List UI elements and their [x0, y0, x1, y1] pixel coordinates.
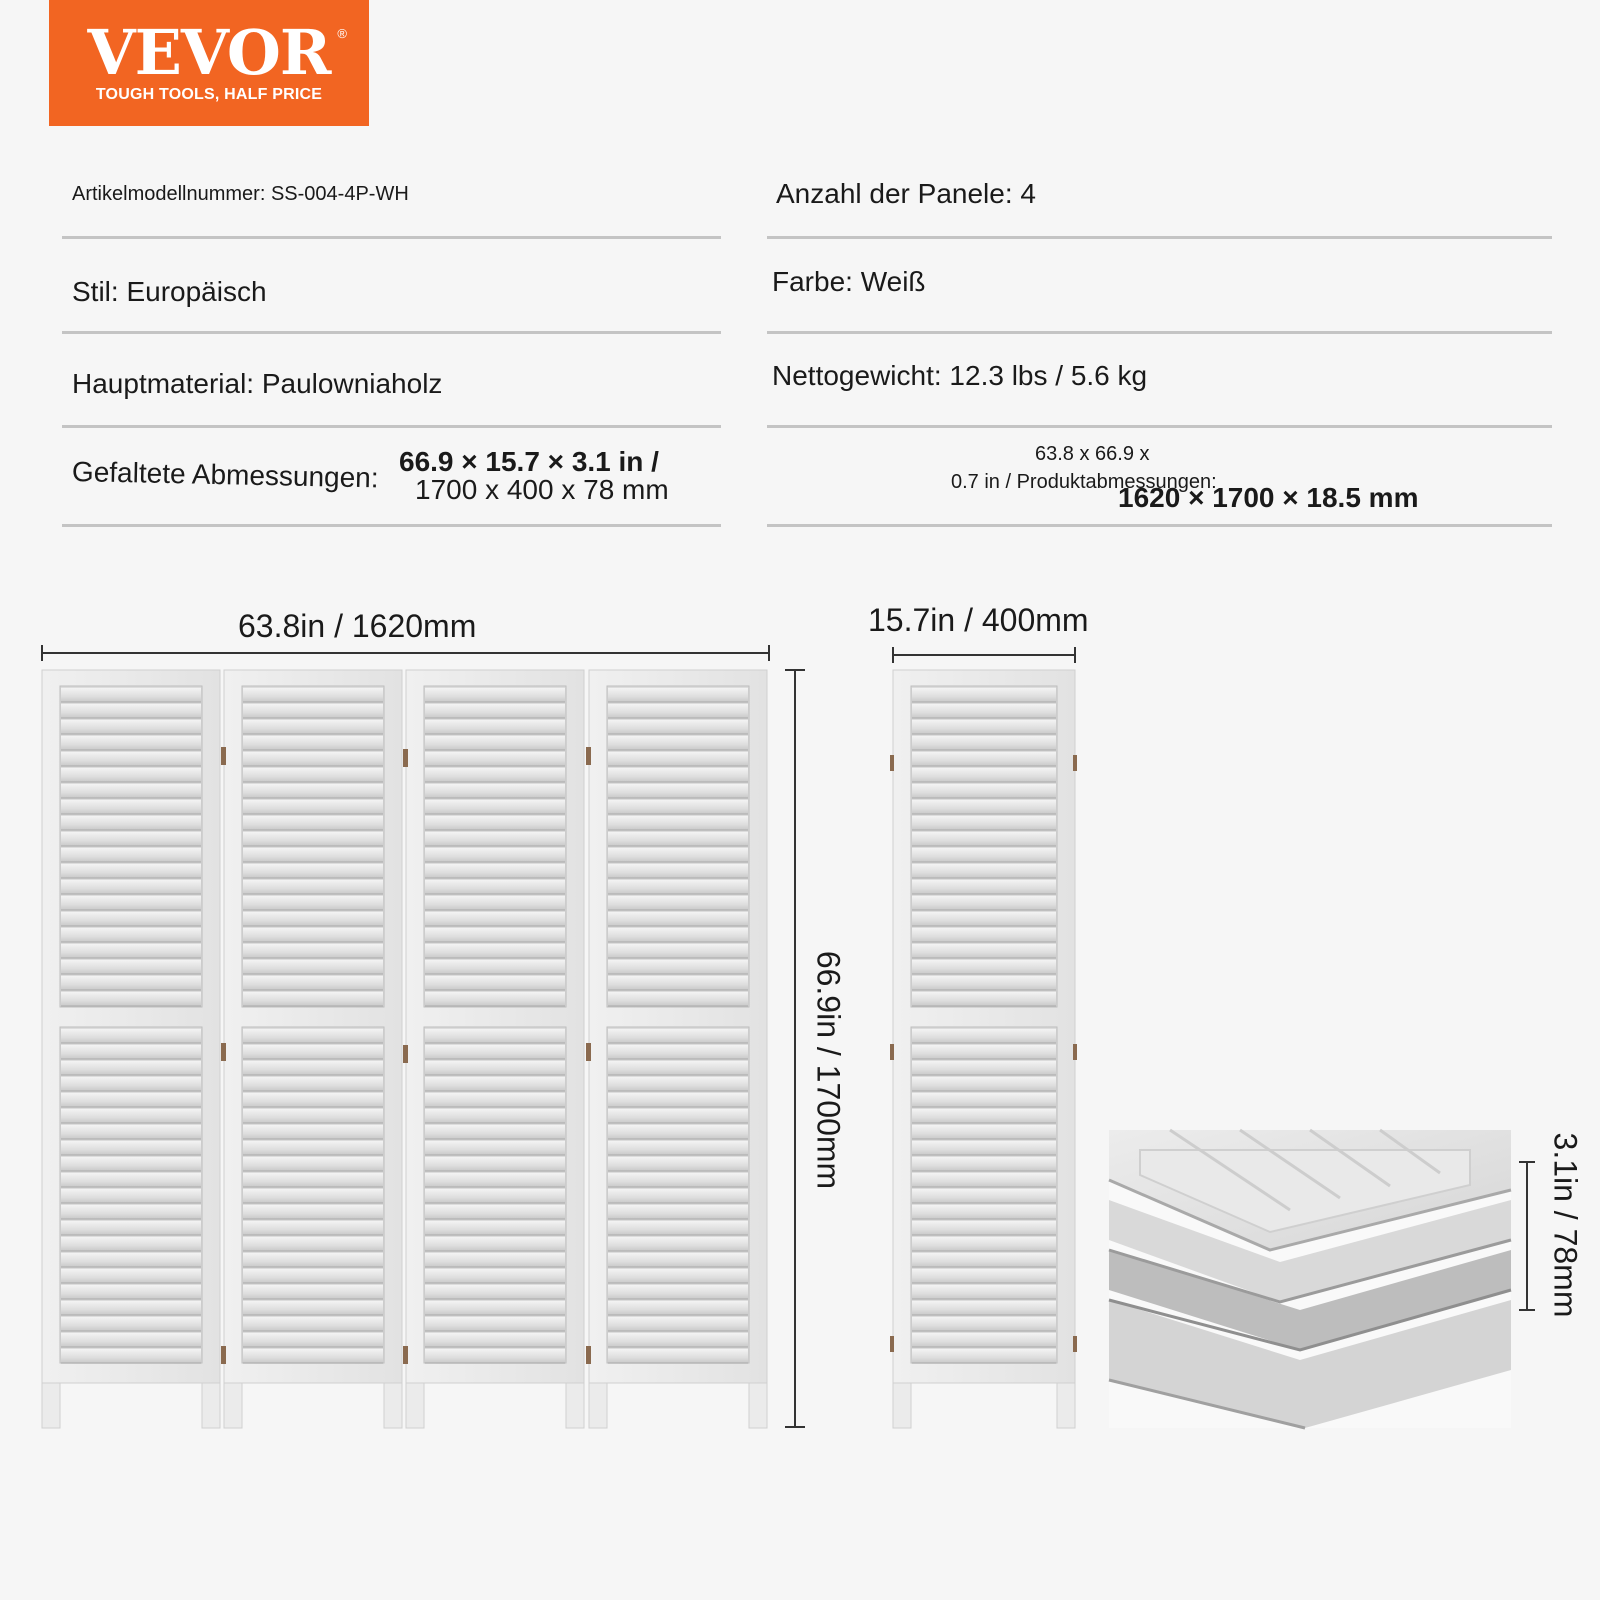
- screen-panel: [589, 670, 767, 1428]
- hinge: [890, 755, 894, 771]
- spec-panels: Anzahl der Panele: 4: [776, 178, 1036, 209]
- hinge: [1073, 755, 1077, 771]
- logo-wordmark: VEVOR: [87, 16, 331, 89]
- thickness-dimension-label: 3.1in / 78mm: [1547, 1132, 1584, 1318]
- spec-weight: Nettogewicht: 12.3 lbs / 5.6 kg: [772, 360, 1148, 391]
- spec-folded-in: 66.9 × 15.7 × 3.1 in /: [399, 446, 659, 477]
- hinge: [890, 1044, 894, 1060]
- screen-panel: [893, 670, 1075, 1428]
- room-divider-front-view: [42, 670, 767, 1428]
- height-dimension-label: 66.9in / 1700mm: [810, 950, 847, 1190]
- hinge: [221, 747, 226, 765]
- hinge: [586, 747, 591, 765]
- panel-width-dimension-line: [893, 647, 1075, 663]
- hinge: [403, 749, 408, 767]
- hinge: [586, 1346, 591, 1364]
- folded-stack-detail: [1109, 1130, 1511, 1428]
- screen-panel: [224, 670, 402, 1428]
- hinge: [586, 1043, 591, 1061]
- spec-folded-mm: 1700 x 400 x 78 mm: [415, 474, 669, 505]
- spec-color: Farbe: Weiß: [772, 266, 926, 297]
- hinge: [221, 1346, 226, 1364]
- logo-tagline: TOUGH TOOLS, HALF PRICE: [95, 86, 323, 103]
- single-panel-view: [890, 670, 1077, 1428]
- width-dimension-line: [42, 645, 769, 661]
- spec-folded-label: Gefaltete Abmessungen:: [71, 456, 379, 494]
- panel-width-dimension-label: 15.7in / 400mm: [868, 602, 1089, 638]
- hinge: [403, 1346, 408, 1364]
- height-dimension-line: [785, 670, 805, 1427]
- hinge: [403, 1045, 408, 1063]
- hinge: [221, 1043, 226, 1061]
- screen-panel: [42, 670, 220, 1428]
- registered-mark: ®: [337, 26, 347, 41]
- hinge: [890, 1336, 894, 1352]
- width-dimension-label: 63.8in / 1620mm: [238, 608, 477, 644]
- screen-panel: [406, 670, 584, 1428]
- hinge: [1073, 1044, 1077, 1060]
- spec-material: Hauptmaterial: Paulowniaholz: [72, 368, 443, 399]
- spec-product-mm: 1620 × 1700 × 18.5 mm: [1118, 482, 1419, 513]
- spec-product-line1: 63.8 x 66.9 x: [1035, 443, 1150, 465]
- spec-model: Artikelmodellnummer: SS-004-4P-WH: [72, 183, 409, 205]
- hinge: [1073, 1336, 1077, 1352]
- spec-product-line2: 0.7 in / Produktabmessungen:: [951, 471, 1217, 493]
- spec-style: Stil: Europäisch: [72, 276, 267, 307]
- thickness-dimension-line: [1519, 1162, 1535, 1310]
